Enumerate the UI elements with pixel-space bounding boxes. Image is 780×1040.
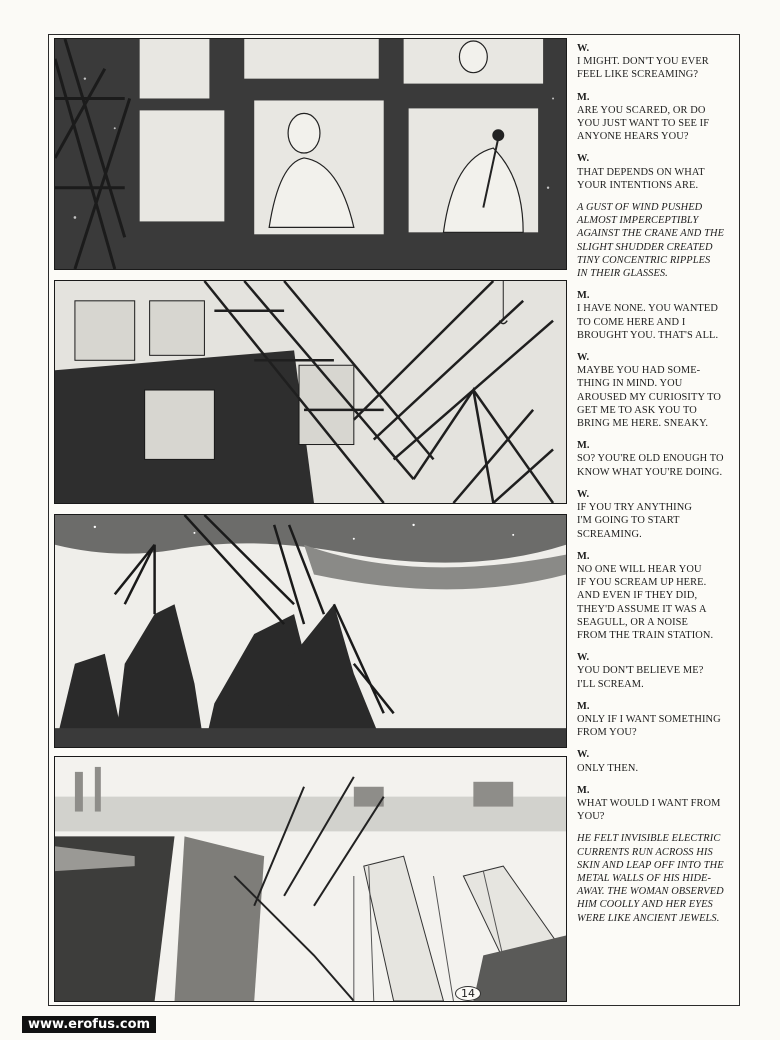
text-line: AWAY. THE WOMAN OBSERVED (577, 886, 724, 898)
dialogue-block (577, 91, 735, 144)
dialogue-block (577, 651, 735, 691)
narration-block (577, 832, 735, 924)
panel-harbour (54, 756, 567, 1002)
speaker-label: M. (577, 91, 590, 103)
watermark: www.erofus.com (22, 1016, 156, 1033)
dialogue-block (577, 152, 735, 192)
text-line: YOU DON'T BELIEVE ME? (577, 665, 704, 677)
speaker-label: W. (577, 43, 590, 54)
text-line: ONLY IF I WANT SOMETHING (577, 713, 721, 725)
text-line: I'LL SCREAM. (577, 678, 644, 690)
speaker-label: M. (577, 290, 590, 302)
text-line: I MIGHT. DON'T YOU EVER (577, 56, 709, 68)
crane-exterior-illustration (55, 281, 566, 503)
dialogue-column (577, 42, 735, 934)
text-line: ALMOST IMPERCEPTIBLY (577, 215, 699, 227)
text-line: SKIN AND LEAP OFF INTO THE (577, 859, 724, 871)
speaker-label: M. (577, 550, 590, 562)
text-line: SO? YOU'RE OLD ENOUGH TO (577, 453, 724, 465)
text-line: I HAVE NONE. YOU WANTED (577, 303, 718, 315)
cabin-illustration (55, 39, 566, 269)
text-line: SEAGULL, OR A NOISE (577, 616, 689, 628)
panel-cranes-night (54, 514, 567, 748)
text-line: BRING ME HERE. SNEAKY. (577, 418, 709, 430)
text-line: MAYBE YOU HAD SOME- (577, 365, 701, 377)
panel-crane-cabin (54, 38, 567, 270)
text-line: METAL WALLS OF HIS HIDE- (577, 872, 712, 884)
dialogue-block (577, 439, 735, 479)
text-line: IF YOU TRY ANYTHING (577, 502, 692, 514)
text-line: NO ONE WILL HEAR YOU (577, 563, 702, 575)
text-line: HIM COOLLY AND HER EYES (577, 899, 713, 911)
text-line: THING IN MIND. YOU (577, 378, 683, 390)
text-line: THAT DEPENDS ON WHAT (577, 166, 705, 178)
text-line: FEEL LIKE SCREAMING? (577, 69, 699, 81)
text-line: AROUSED MY CURIOSITY TO (577, 391, 722, 403)
text-line: THEY'D ASSUME IT WAS A (577, 603, 707, 615)
text-line: ONLY THEN. (577, 762, 639, 774)
dialogue-block (577, 748, 735, 774)
harbour-illustration (55, 757, 566, 1001)
text-line: FROM THE TRAIN STATION. (577, 629, 714, 641)
text-line: YOUR INTENTIONS ARE. (577, 179, 699, 191)
text-line: HE FELT INVISIBLE ELECTRIC (577, 833, 721, 845)
speaker-label: W. (577, 488, 590, 500)
dialogue-block (577, 289, 735, 342)
text-line: KNOW WHAT YOU'RE DOING. (577, 466, 723, 478)
narration-block (577, 201, 735, 280)
text-line: TO COME HERE AND I (577, 316, 686, 328)
dialogue-block (577, 700, 735, 740)
panel-crane-exterior (54, 280, 567, 504)
speaker-label: M. (577, 784, 590, 796)
text-line: ARE YOU SCARED, OR DO (577, 104, 706, 116)
speaker-label: W. (577, 153, 590, 165)
dialogue-block (577, 351, 735, 430)
text-line: AGAINST THE CRANE AND THE (577, 228, 725, 240)
text-line: SLIGHT SHUDDER CREATED (577, 241, 713, 253)
text-line: WERE LIKE ANCIENT JEWELS. (577, 912, 720, 924)
text-line: BROUGHT YOU. THAT'S ALL. (577, 329, 719, 341)
text-line: AND EVEN IF THEY DID, (577, 590, 698, 602)
text-line: CURRENTS RUN ACROSS HIS (577, 846, 713, 858)
speaker-label: M. (577, 440, 590, 452)
dialogue-block (577, 784, 735, 824)
text-line: WHAT WOULD I WANT FROM (577, 797, 721, 809)
speaker-label: M. (577, 700, 590, 712)
text-line: A GUST OF WIND PUSHED (577, 202, 703, 214)
text-line: YOU? (577, 811, 605, 823)
dialogue-block (577, 488, 735, 541)
text-line: IF YOU SCREAM UP HERE. (577, 577, 707, 589)
dialogue-block (577, 550, 735, 642)
text-line: I'M GOING TO START (577, 515, 680, 527)
speaker-label: W. (577, 749, 590, 761)
speaker-label: W. (577, 352, 590, 364)
text-line: YOU JUST WANT TO SEE IF (577, 118, 710, 130)
text-line: ANYONE HEARS YOU? (577, 131, 689, 143)
text-line: SCREAMING. (577, 528, 642, 540)
cranes-night-illustration (55, 515, 566, 747)
text-line: TINY CONCENTRIC RIPPLES (577, 254, 711, 266)
text-line: GET ME TO ASK YOU TO (577, 404, 697, 416)
text-line: IN THEIR GLASSES. (577, 268, 668, 280)
dialogue-block (577, 42, 735, 82)
speaker-label: W. (577, 652, 590, 664)
text-line: FROM YOU? (577, 727, 637, 739)
page-number: 14 (455, 986, 481, 1001)
